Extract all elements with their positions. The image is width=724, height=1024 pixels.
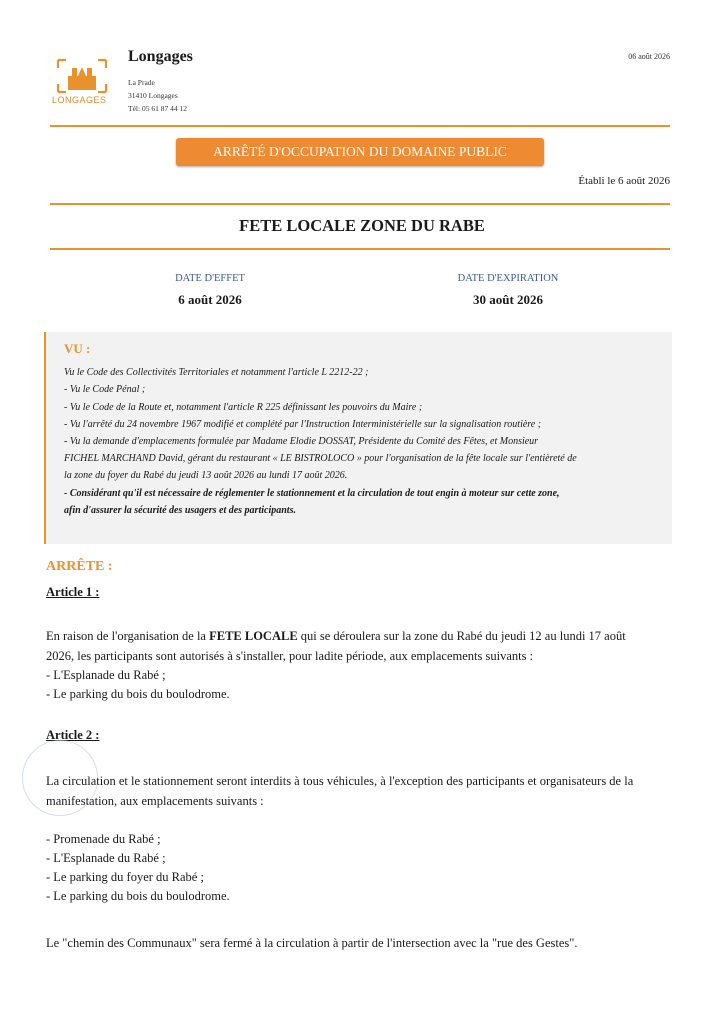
article-1-text-part: qui se déroulera sur la zone du Rabé du jeudi 12 au lundi 17 août [297, 629, 626, 643]
article-1-text-bold: FETE LOCALE [209, 629, 298, 643]
expiration-date-label: DATE D'EXPIRATION [457, 273, 559, 284]
document-type-banner: ARRÊTÉ D'OCCUPATION DU DOMAINE PUBLIC [176, 138, 544, 166]
logo-text: LONGAGES [52, 95, 107, 105]
vu-line: Vu le Code des Collectivités Territoriales et notamment l'article L 2212-22 ; [64, 367, 369, 378]
closing-text: Le "chemin des Communaux" sera fermé à la circulation à partir de l'intersection avec la "rue des Gestes". [46, 936, 578, 950]
vu-line: - Considérant qu'il est nécessaire de réglementer le stationnement et la circulation de tout engin à moteur sur cette zone, [64, 488, 560, 499]
document-title: FETE LOCALE ZONE DU RABE [239, 216, 485, 235]
phone-line: Tél: 05 61 87 44 12 [128, 104, 187, 113]
established-date: Établi le 6 août 2026 [578, 175, 670, 187]
expiration-date-value: 30 août 2026 [472, 292, 544, 307]
vu-line: - Vu l'arrêté du 24 novembre 1967 modifié et complété par l'Instruction Interministérielle sur la signalisation routière ; [64, 419, 542, 430]
address-line: 31410 Longages [128, 91, 178, 100]
address-line: La Prade [128, 78, 155, 87]
vu-line: - Vu la demande d'emplacements formulée par Madame Elodie DOSSAT, Présidente du Comité des Fêtes, et Monsieur [64, 436, 539, 447]
list-item: - Le parking du bois du boulodrome. [46, 889, 230, 903]
article-1-text-part: En raison de l'organisation de la [46, 629, 210, 643]
document-date: 06 août 2026 [628, 52, 670, 61]
list-item: - L'Esplanade du Rabé ; [46, 851, 166, 865]
list-item: - Le parking du foyer du Rabé ; [46, 870, 204, 884]
vu-line: la zone du foyer du Rabé du jeudi 13 août 2026 au lundi 17 août 2026. [64, 470, 348, 481]
list-item: - L'Esplanade du Rabé ; [46, 668, 166, 682]
article-2-text-line: La circulation et le stationnement seront interdits à tous véhicules, à l'exception des participants et organisateurs de la [46, 774, 634, 788]
vu-line: - Vu le Code de la Route et, notamment l'article R 225 définissant les pouvoirs du Maire ; [64, 402, 423, 413]
vu-line: - Vu le Code Pénal ; [64, 384, 146, 395]
organization-name: Longages [128, 48, 193, 65]
effective-date-value: 6 août 2026 [178, 292, 242, 307]
article-2-text-line: manifestation, aux emplacements suivants : [46, 794, 264, 808]
vu-line: afin d'assurer la sécurité des usagers et des participants. [64, 505, 296, 516]
article-2-heading: Article 2 : [46, 728, 100, 742]
divider [50, 203, 670, 205]
vu-line: FICHEL MARCHAND David, gérant du restaurant « LE BISTROLOCO » pour l'organisation de la fête locale sur l'entièreté de [64, 453, 577, 464]
list-item: - Le parking du bois du boulodrome. [46, 687, 230, 701]
vu-title: VU : [64, 341, 91, 356]
article-1-text-line: 2026, les participants sont autorisés à s'installer, pour ladite période, aux emplacements suivants : [46, 649, 534, 663]
article-1-heading: Article 1 : [46, 585, 100, 599]
divider [50, 125, 670, 127]
arrete-title: ARRÊTE : [46, 559, 113, 574]
divider [50, 248, 670, 250]
list-item: - Promenade du Rabé ; [46, 832, 161, 846]
effective-date-label: DATE D'EFFET [175, 273, 245, 284]
article-1-text [46, 627, 676, 645]
